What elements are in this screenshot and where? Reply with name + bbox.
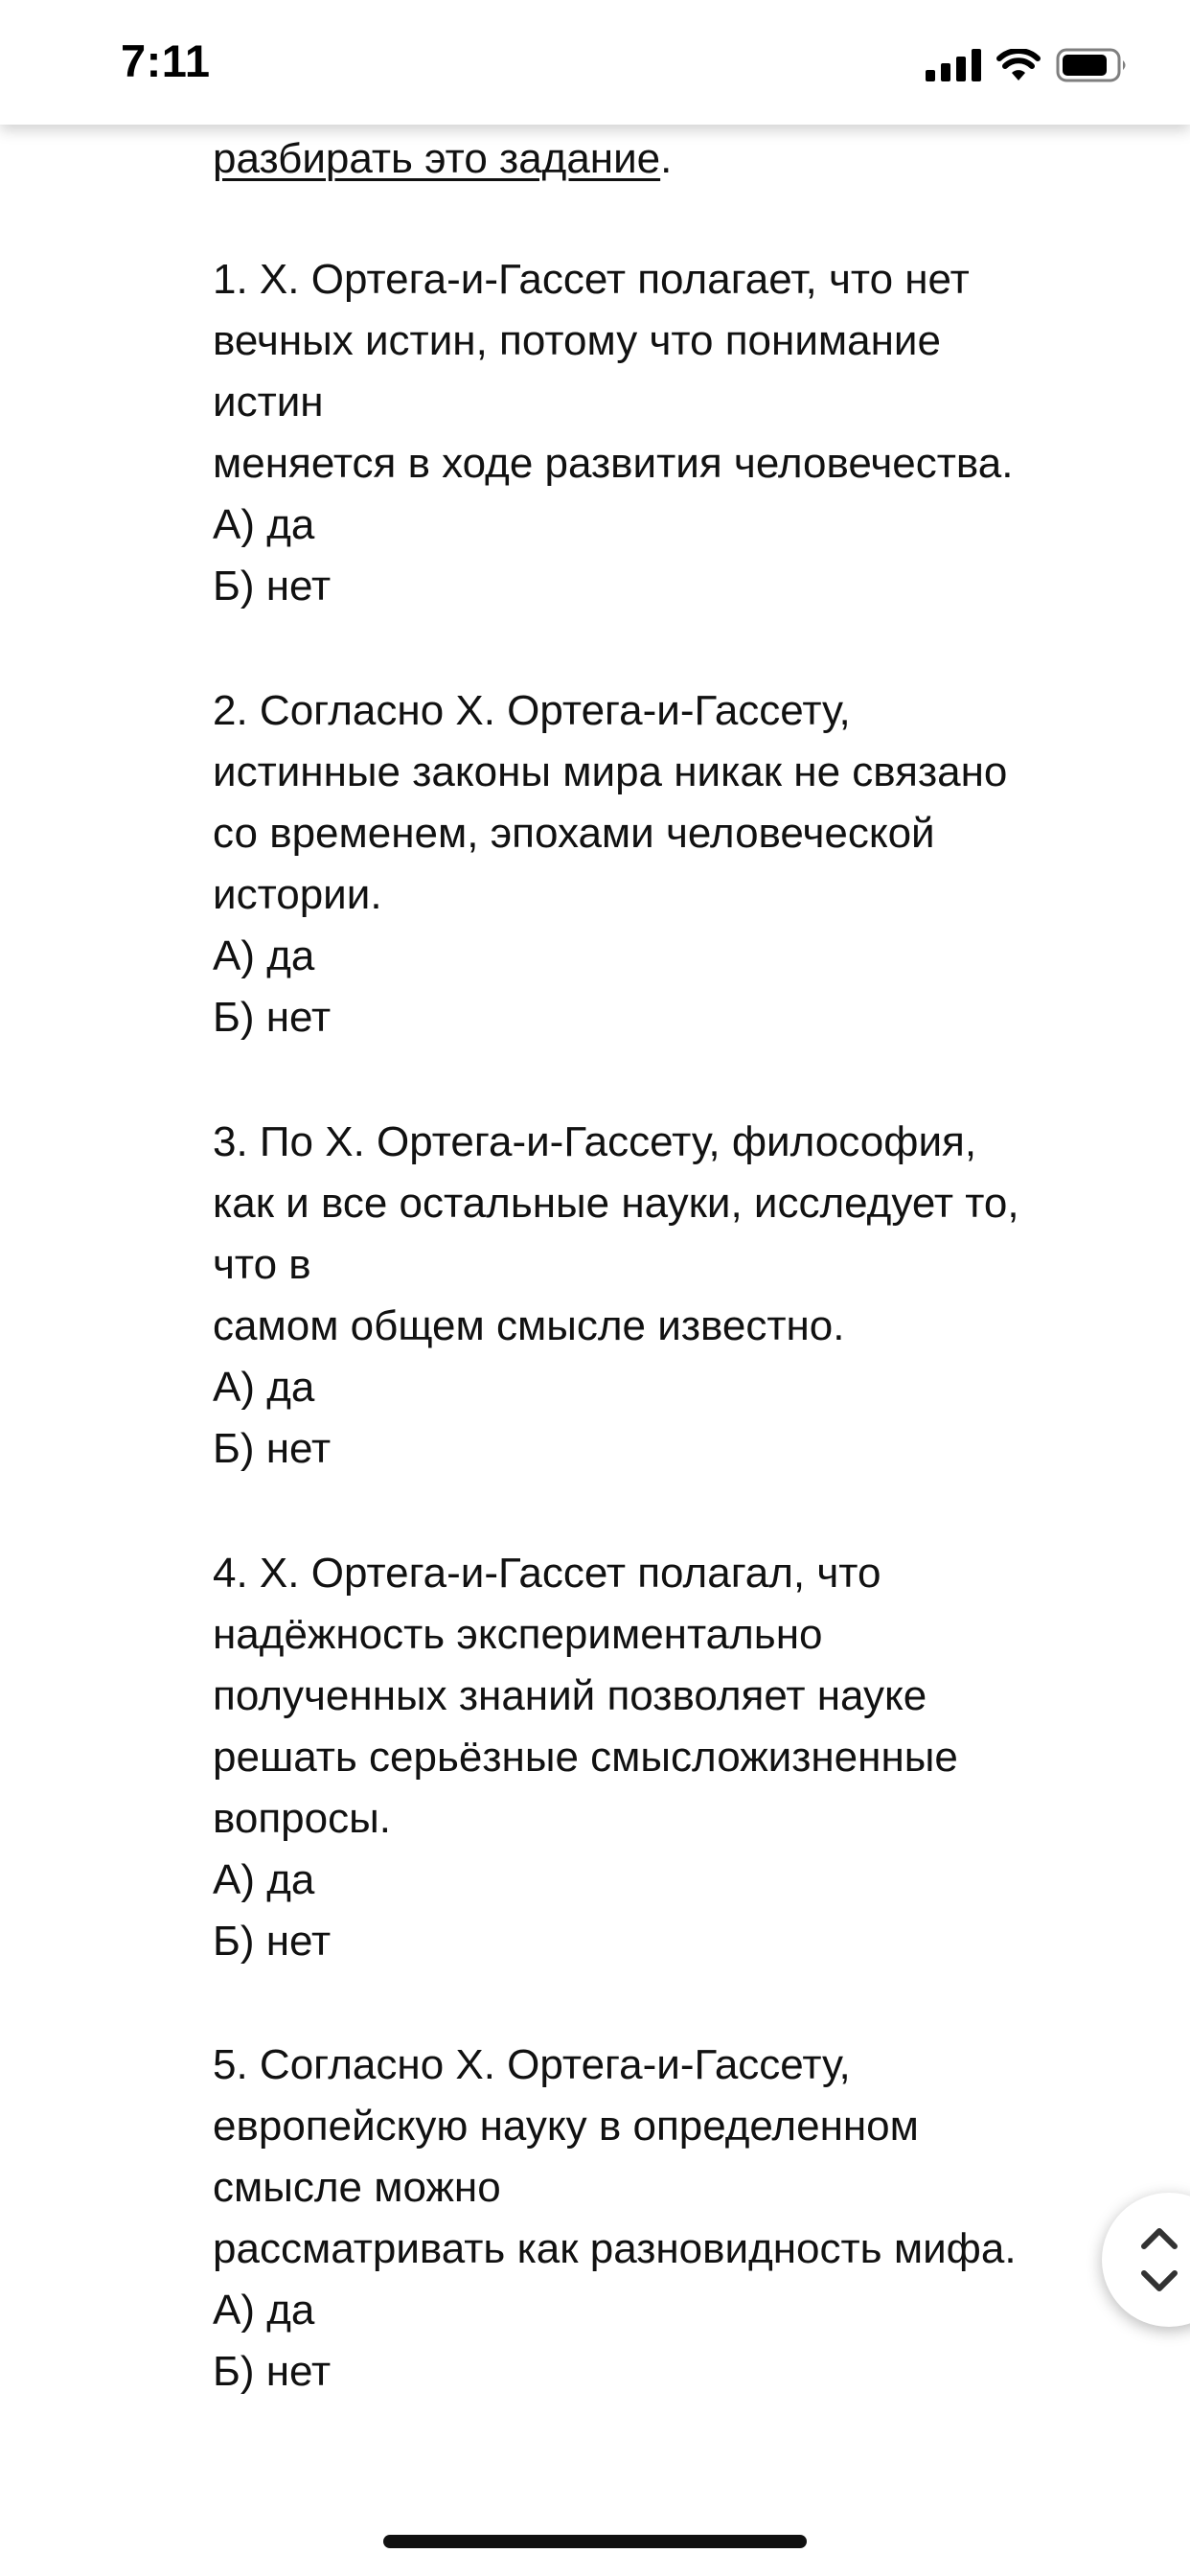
status-time: 7:11 (121, 35, 211, 86)
question-text-line: 5. Согласно Х. Ортега-и-Гассету, (213, 2041, 851, 2088)
answer-option: Б) нет (213, 994, 332, 1041)
question-4 (213, 1543, 1133, 1972)
answer-option: А) да (213, 932, 315, 979)
question-text-line: со временем, эпохами человеческой (213, 810, 935, 857)
question-text-line: европейскую науку в определенном (213, 2103, 919, 2150)
battery-icon (1056, 48, 1129, 82)
intro-suffix: . (660, 135, 673, 182)
task-link[interactable]: разбирать это задание (213, 135, 661, 182)
answer-option: А) да (213, 2287, 315, 2334)
chevron-up-down-icon (1138, 2223, 1180, 2296)
question-text-line: 4. Х. Ортега-и-Гассет полагал, что (213, 1550, 881, 1597)
question-text-line: 3. По Х. Ортега-и-Гассету, философия, (213, 1118, 977, 1165)
question-text-line: как и все остальные науки, исследует то, (213, 1180, 1019, 1227)
question-text-line: надёжность экспериментально (213, 1611, 823, 1658)
question-text-line: что в (213, 1241, 311, 1288)
question-text-line: самом общем смысле известно. (213, 1302, 845, 1349)
question-text-line: рассматривать как разновидность мифа. (213, 2225, 1017, 2272)
question-text-line: вечных истин, потому что понимание (213, 317, 941, 364)
signal-icon (926, 49, 981, 81)
question-text-line: меняется в ходе развития человечества. (213, 440, 1014, 487)
question-text-line: решать серьёзные смысложизненные (213, 1734, 958, 1781)
question-1 (213, 249, 1133, 617)
question-text-line: истории. (213, 871, 382, 918)
status-icons (926, 46, 1129, 84)
answer-option: Б) нет (213, 1425, 332, 1472)
home-indicator[interactable] (383, 2535, 807, 2548)
answer-option: А) да (213, 1364, 315, 1411)
answer-option: Б) нет (213, 563, 332, 610)
status-bar (0, 0, 1190, 125)
question-text-line: 1. Х. Ортега-и-Гассет полагает, что нет (213, 256, 970, 303)
question-3 (213, 1112, 1133, 1480)
answer-option: Б) нет (213, 1918, 332, 1965)
question-5 (213, 2035, 1133, 2403)
question-text-line: полученных знаний позволяет науке (213, 1672, 927, 1719)
answer-option: Б) нет (213, 2348, 332, 2395)
question-2 (213, 680, 1133, 1048)
question-text-line: 2. Согласно Х. Ортега-и-Гассету, (213, 687, 851, 734)
question-text-line: вопросы. (213, 1795, 391, 1842)
question-text-line: истин (213, 379, 324, 426)
wifi-icon (996, 49, 1041, 81)
intro-line (213, 128, 672, 190)
question-text-line: смысле можно (213, 2164, 501, 2211)
question-text-line: истинные законы мира никак не связано (213, 748, 1008, 795)
answer-option: А) да (213, 501, 315, 548)
answer-option: А) да (213, 1856, 315, 1903)
